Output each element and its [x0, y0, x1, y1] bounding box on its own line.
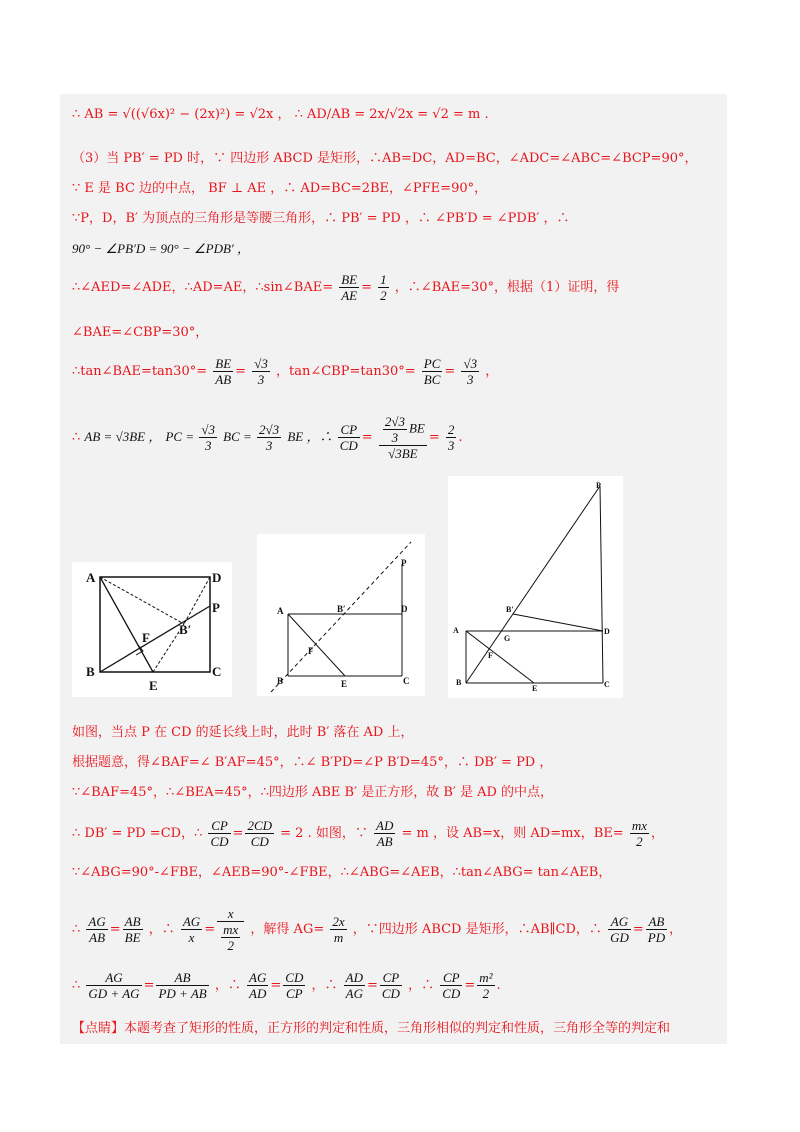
- line-2: （3）当 PB′ = PD 时，∵ 四边形 ABCD 是矩形，∴AB=DC，AD=BC，∠ADC=∠ABC=∠BCP=90°，: [72, 151, 698, 166]
- fig3-label-c: C: [604, 680, 610, 689]
- line-14: ∵∠ABG=90°-∠FBE，∠AEB=90°-∠FBE，∴∠ABG=∠AEB，∴tan∠ABG= tan∠AEB，: [72, 865, 612, 880]
- fig3-label-b1: B′: [506, 605, 514, 614]
- line-10: 如图，当点 P 在 CD 的延长线上时，此时 B′ 落在 AD 上，: [72, 725, 414, 740]
- line-6: ∴∠AED=∠ADE，∴AD=AE，∴sin∠BAE= $\frac{BE}{AE}$ = $\frac{1}{2}$ ，∴∠BAE=30°，根据（1）证明，得: [72, 272, 620, 303]
- line-4: ∵P，D，B′ 为顶点的三角形是等腰三角形，∴ PB′ = PD ，∴ ∠PB′D = ∠PDB′ ，∴: [72, 211, 570, 226]
- fig1-label-d: D: [212, 570, 222, 585]
- line-17: 【点睛】本题考查了矩形的性质，正方形的判定和性质，三角形相似的判定和性质，三角形全等的判定和: [72, 1021, 671, 1036]
- fig2-label-p: P: [401, 558, 407, 568]
- line-15: ∴ $\frac{AG}{AB}$ = $\frac{AB}{BE}$ ，∴ $\frac{AG}{x}$ = $\frac{x}{\frac{mx}{2}}$ ，解得 AG= $\frac{2x}{m}$ ，∵四边形 ABCD 是矩形，∴AB∥CD，∴ $\frac{AG}{GD}$ = $\frac{AB}{PD}$ ，: [72, 906, 683, 953]
- fig2-label-d: D: [401, 604, 408, 614]
- fig3-label-d: D: [604, 627, 610, 636]
- fig3-label-f: F: [488, 651, 493, 660]
- line-12: ∵∠BAF=45°，∴∠BEA=45°，∴四边形 ABE B′ 是正方形，故 B′ 是 AD 的中点，: [72, 785, 554, 800]
- fig3-label-g: G: [504, 634, 511, 643]
- line-13: ∴ DB′ = PD =CD，∴ $\frac{CP}{CD}$ = $\frac{2CD}{CD}$ = 2 . 如图，∵ $\frac{AD}{AB}$ = m ，设 AB=x，则 AD=mx，BE= $\frac{mx}{2}$ ，: [72, 818, 665, 849]
- line-9: ∴ AB = √3BE ， PC = $\frac{√3}{3}$ BC = $\frac{2√3}{3}$ BE ，∴ $\frac{CP}{CD}$ = $\frac{2√3}{3}$ BE √3BE = $\frac{2}{3}$ .: [72, 414, 463, 461]
- fig1-label-p: P: [212, 600, 220, 615]
- fig1-label-b1: B′: [179, 622, 192, 637]
- figure-3: [448, 476, 623, 698]
- line-11: 根据题意，得∠BAF=∠ B′AF=45°，∴∠ B′PD=∠P B′D=45°，∴ DB′ = PD ，: [72, 755, 553, 770]
- fig3-label-e: E: [532, 684, 538, 693]
- fig1-label-b: B: [86, 664, 95, 679]
- figure-1: [72, 562, 232, 697]
- fig1-label-f: F: [142, 630, 150, 645]
- line-16: ∴ $\frac{AG}{GD + AG}$ = $\frac{AB}{PD + AB}$ ，∴ $\frac{AG}{AD}$ = $\frac{CD}{CP}$ ，∴ $\frac{AD}{AG}$ = $\frac{CP}{CD}$ ，∴ $\frac{CP}{CD}$ = $\frac{\text{m²}}{2}$ .: [72, 970, 501, 1001]
- fig1-label-c: C: [212, 664, 222, 679]
- fig3-label-p: P: [596, 481, 601, 490]
- fig2-label-a: A: [277, 606, 284, 616]
- line-7: ∠BAE=∠CBP=30°，: [72, 325, 209, 340]
- fig2-label-f: F: [308, 646, 314, 656]
- fig1-label-a: A: [86, 570, 96, 585]
- fig2-label-b: B: [277, 676, 284, 686]
- fig2-label-b1: B′: [337, 604, 346, 614]
- fig3-label-b: B: [456, 678, 462, 687]
- line-1: ∴ AB = √((√6x)² − (2x)²) = √2x ， ∴ AD/AB = 2x/√2x = √2 = m .: [72, 107, 489, 122]
- figure-2: [257, 534, 425, 696]
- line-8: ∴tan∠BAE=tan30°= $\frac{BE}{AB}$ = $\frac{√3}{3}$ ，tan∠CBP=tan30°= $\frac{PC}{BC}$ = $\frac{√3}{3}$ ，: [72, 356, 499, 387]
- fig3-label-a: A: [453, 626, 459, 635]
- fig2-label-c: C: [403, 676, 410, 686]
- fig1-label-e: E: [149, 678, 158, 693]
- fig2-label-e: E: [341, 679, 348, 689]
- line-5: 90° − ∠PB′D = 90° − ∠PDB′ ，: [72, 241, 251, 256]
- line-3: ∵ E 是 BC 边的中点， BF ⊥ AE ，∴ AD=BC=2BE，∠PFE=90°，: [72, 181, 488, 196]
